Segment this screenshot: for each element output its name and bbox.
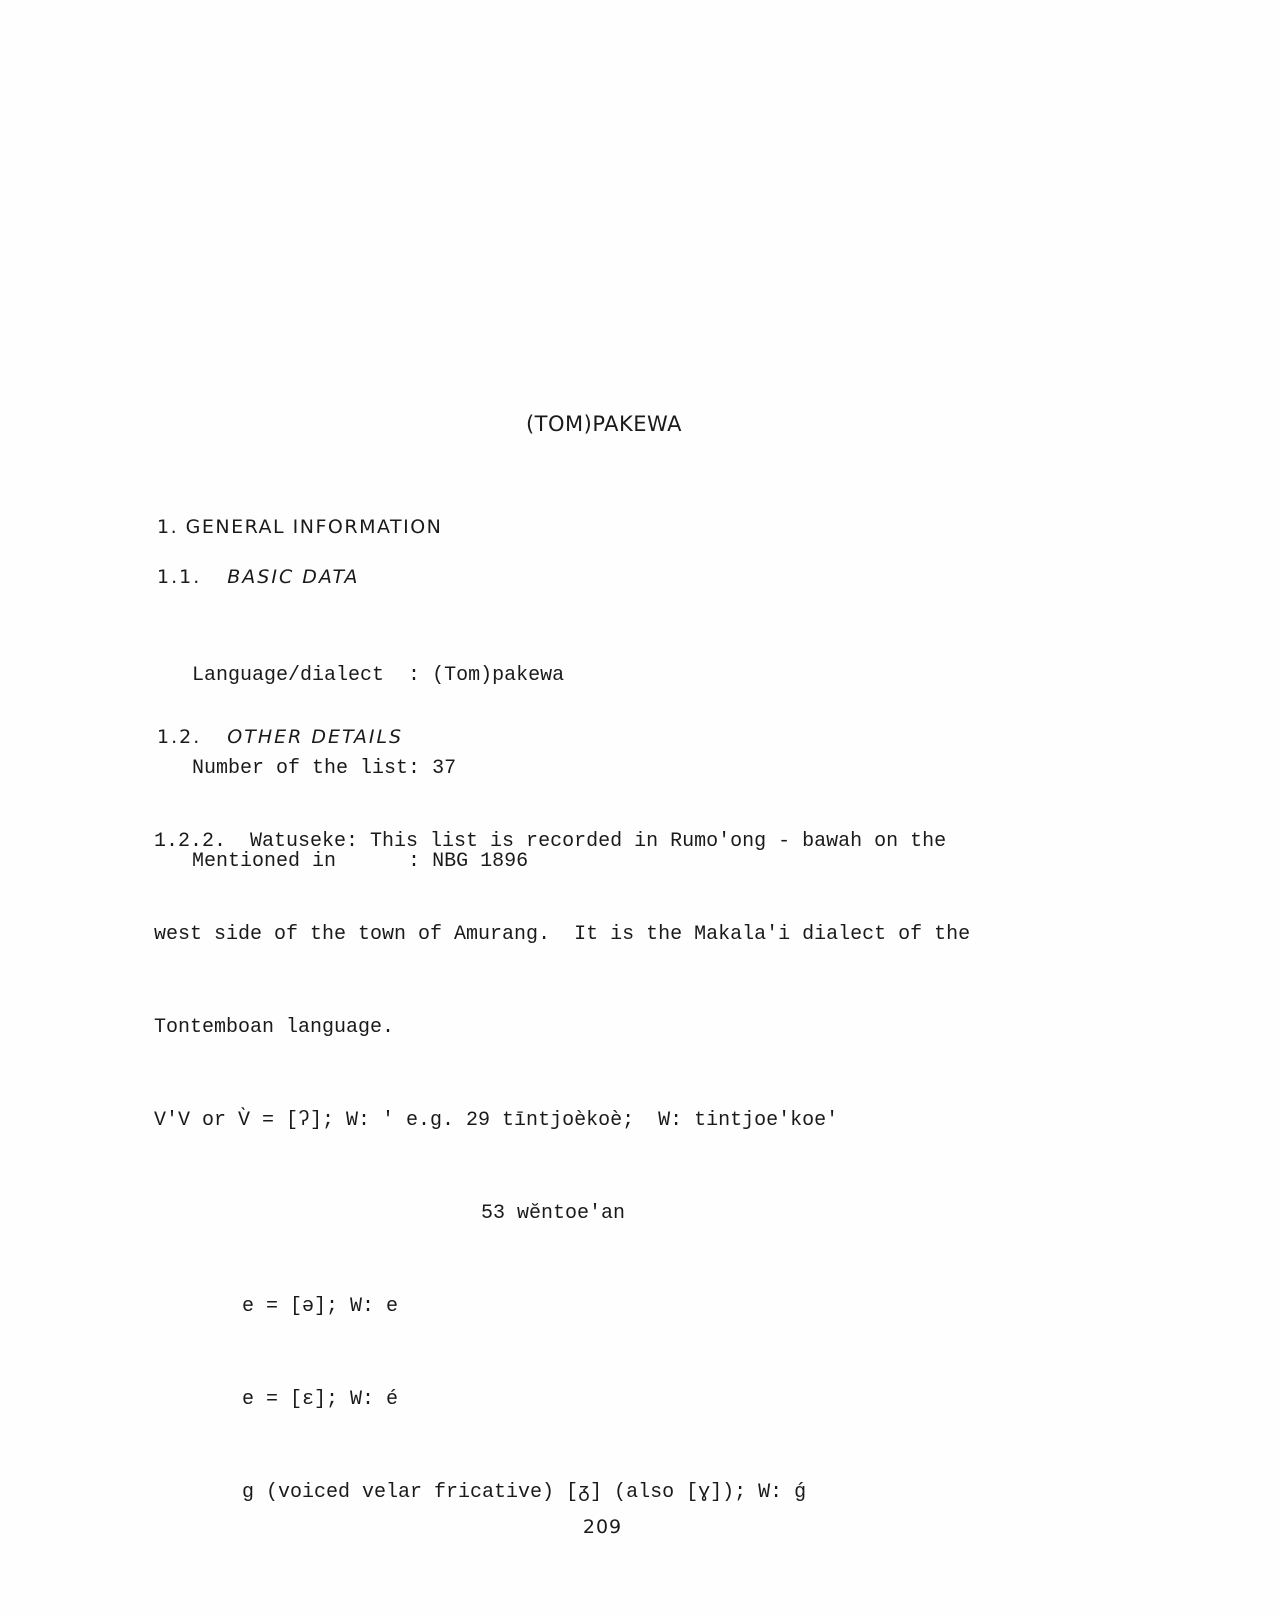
details-line: e = [ɛ]; W: é bbox=[242, 1388, 399, 1411]
basic-data-label: Number of the list: bbox=[192, 757, 421, 780]
details-line: g (voiced velar fricative) [ᵹ] (also [ɣ]); W: ǵ bbox=[242, 1481, 807, 1504]
subsection-title: OTHER DETAILS bbox=[227, 726, 404, 748]
details-line: west side of the town of Amurang. It is the Makala'i dialect of the bbox=[154, 923, 971, 946]
basic-data-label: Language/dialect : bbox=[192, 664, 421, 687]
basic-data-row bbox=[192, 660, 564, 691]
section-heading-general-information: 1. GENERAL INFORMATION bbox=[157, 516, 443, 538]
details-line: 1.2.2. Watuseke: This list is recorded in Rumo'ong - bawah on the bbox=[154, 830, 947, 853]
basic-data-value: NBG 1896 bbox=[432, 850, 529, 873]
basic-data-value: 37 bbox=[432, 757, 457, 780]
page-title: (TOM)PAKEWA bbox=[525, 412, 683, 436]
details-line: e = [ə]; W: e bbox=[242, 1295, 399, 1318]
details-line: Tontemboan language. bbox=[154, 1016, 395, 1039]
basic-data-label: Mentioned in : bbox=[192, 850, 421, 873]
basic-data-value: (Tom)pakewa bbox=[432, 664, 565, 687]
details-paragraph bbox=[154, 764, 970, 1570]
subsection-number: 1.1. bbox=[157, 566, 202, 588]
subsection-heading-basic-data bbox=[157, 566, 359, 588]
details-line: 53 wĕntoe'an bbox=[481, 1202, 626, 1225]
subsection-title: BASIC DATA bbox=[227, 566, 360, 588]
subsection-heading-other-details bbox=[157, 726, 403, 748]
page-number: 209 bbox=[582, 1516, 623, 1538]
subsection-number: 1.2. bbox=[157, 726, 202, 748]
details-line: V'V or V̀ = [ʔ]; W: ' e.g. 29 tīntjoèkoè; W: tintjoe'koe' bbox=[154, 1109, 839, 1132]
